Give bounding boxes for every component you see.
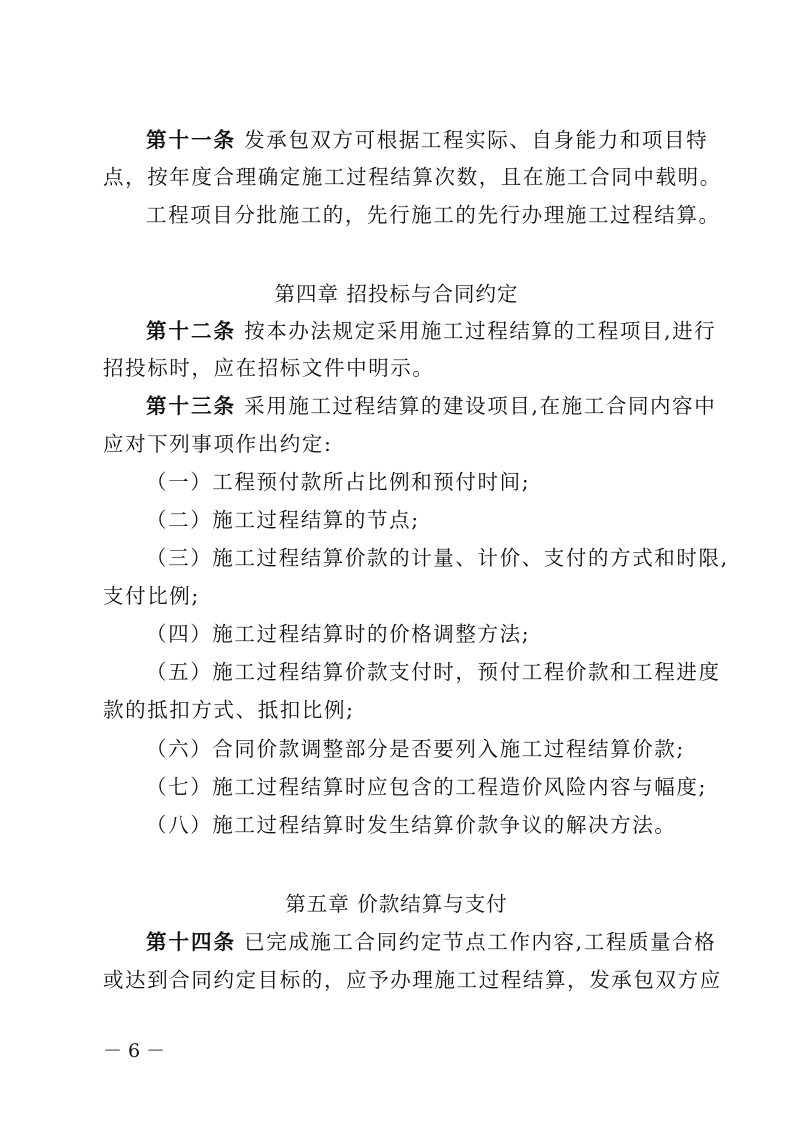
page-number: － 6 － — [103, 1040, 166, 1062]
article-14-line-2: 或达到合同约定目标的，应予办理施工过程结算，发承包双方应 — [103, 968, 722, 992]
article-13-item-5: （五）施工过程结算价款支付时，预付工程价款和工程进度 — [146, 660, 721, 684]
article-12-heading: 第十二条 — [146, 319, 236, 343]
article-13-line-1 — [146, 393, 716, 419]
article-13-item-3-cont: 支付比例; — [103, 584, 200, 608]
article-12-line-2: 招投标时，应在招标文件中明示。 — [103, 356, 435, 380]
article-12-line-1 — [146, 318, 716, 344]
article-13-line-2: 应对下列事项作出约定: — [103, 432, 333, 456]
article-13-item-8: （八）施工过程结算时发生结算价款争议的解决方法。 — [146, 813, 677, 837]
article-13-item-6: （六）合同价款调整部分是否要列入施工过程结算价款; — [146, 737, 685, 761]
article-11-heading: 第十一条 — [146, 128, 236, 152]
article-11-line-2: 点，按年度合理确定施工过程结算次数，且在施工合同中载明。 — [103, 165, 722, 189]
article-11-text-1: 发承包双方可根据工程实际、自身能力和项目特 — [244, 128, 709, 152]
article-13-item-5-cont: 款的抵扣方式、抵扣比例; — [103, 698, 355, 722]
article-13-heading: 第十三条 — [146, 394, 236, 418]
article-12-text-1: 按本办法规定采用施工过程结算的工程项目,进行 — [244, 319, 717, 343]
article-14-text-1: 已完成施工合同约定节点工作内容,工程质量合格 — [244, 930, 717, 954]
chapter-4-title: 第四章 招投标与合同约定 — [274, 282, 519, 306]
article-13-item-2: （二）施工过程结算的节点; — [146, 508, 420, 532]
article-14-heading: 第十四条 — [146, 930, 236, 954]
article-13-item-4: （四）施工过程结算时的价格调整方法; — [146, 622, 531, 646]
article-11-line-3: 工程项目分批施工的，先行施工的先行办理施工过程结算。 — [146, 203, 721, 227]
article-13-text-1: 采用施工过程结算的建设项目,在施工合同内容中 — [244, 394, 717, 418]
chapter-5-title: 第五章 价款结算与支付 — [285, 892, 508, 916]
article-14-line-1 — [146, 929, 716, 955]
article-13-item-1: （一）工程预付款所占比例和预付时间; — [146, 470, 531, 494]
article-13-item-7: （七）施工过程结算时应包含的工程造价风险内容与幅度; — [146, 775, 708, 799]
article-13-item-3: （三）施工过程结算价款的计量、计价、支付的方式和时限, — [146, 546, 729, 570]
article-11-line-1 — [146, 127, 708, 153]
